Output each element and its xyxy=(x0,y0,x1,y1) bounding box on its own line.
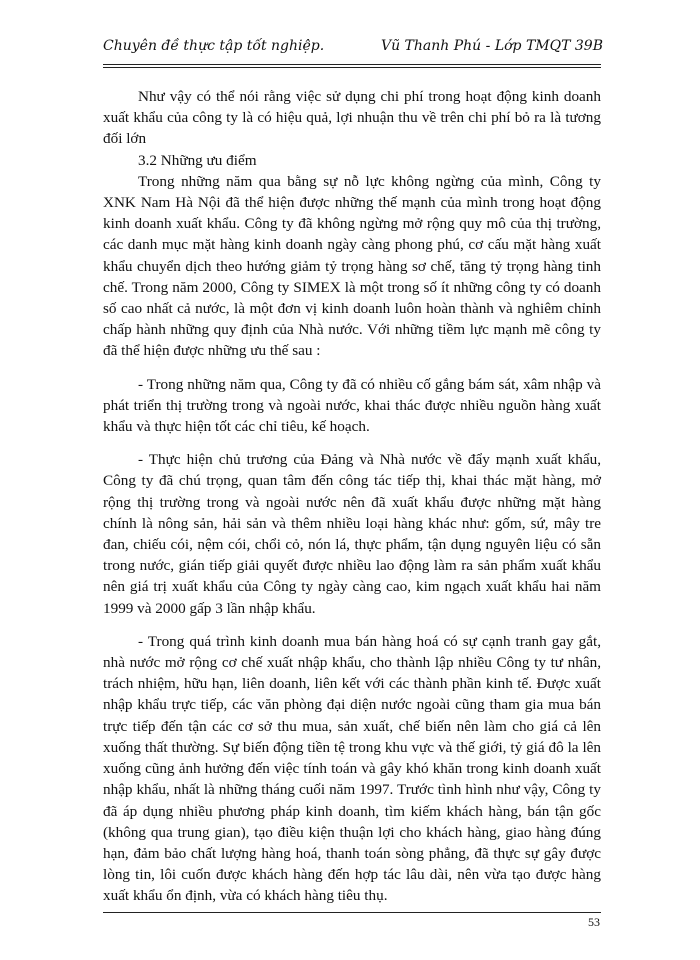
paragraph-intro: Trong những năm qua bằng sự nỗ lực không ngừng của mình, Công ty XNK Nam Hà Nội đã thể hiện được những thế mạnh của mình trong hoạt động kinh doanh xuất khẩu. Công ty đã không ngừng mở rộng quy mô của thị trường, các danh mục mặt hàng kinh doanh ngày càng phong phú, cơ cấu mặt hàng xuất khẩu chuyển dịch theo hướng giảm tỷ trọng hàng sơ chế, tăng tỷ trọng hàng tinh chế. Trong năm 2000, Công ty SIMEX là một trong số ít những công ty có doanh số cao nhất cả nước, là một đơn vị kinh doanh luôn hoàn thành và nghiêm chỉnh chấp hành những quy định của Nhà nước. Với những tiềm lực mạnh mẽ công ty đã thể hiện được những ưu thế sau : xyxy=(103,172,601,360)
paragraph-conclusion: Như vậy có thể nói rằng việc sử dụng chi phí trong hoạt động kinh doanh xuất khẩu của công ty là có hiệu quả, lợi nhuận thu về trên chi phí bỏ ra là tương đối lớn xyxy=(103,88,601,148)
header-divider xyxy=(103,64,601,65)
page-number: 53 xyxy=(588,915,600,929)
page-header xyxy=(103,38,603,62)
section-heading: 3.2 Những ưu điểm xyxy=(138,151,257,169)
header-divider-double xyxy=(103,67,601,68)
bullet-paragraph-competition: - Trong quá trình kinh doanh mua bán hàng hoá có sự cạnh tranh gay gắt, nhà nước mở rộng cơ chế xuất nhập khẩu, cho thành lập nhiều Công ty tư nhân, trách nhiệm, hữu hạn, liên doanh, liên kết với các thành phần kinh tế. Được xuất nhập khẩu trực tiếp, các văn phòng đại diện nước ngoài cũng tham gia mua bán trực tiếp đến tận các cơ sở thu mua, sản xuất, chế biến nên làm cho giá cả lên xuống thất thường. Sự biến động tiền tệ trong khu vực và thế giới, tỷ giá đô la lên xuống cũng ảnh hưởng đến việc tính toán và gây khó khăn trong kinh doanh xuất nhập khẩu, nhất là những tháng cuối năm 1997. Trước tình hình như vậy, Công ty đã áp dụng nhiều phương pháp kinh doanh, tìm kiếm khách hàng, bán tận gốc (không qua trung gian), tạo điều kiện thuận lợi cho khách hàng, giao hàng đúng hạn, đảm bảo chất lượng hàng hoá, thanh toán sòng phẳng, đã thực sự gây được lòng tin, lôi cuốn được khách hàng đến hợp tác lâu dài, nên vừa tạo được hàng xuất khẩu ổn định, vừa có khách hàng tiêu thụ. xyxy=(103,632,601,905)
header-document-title: Chuyên đề thực tập tốt nghiệp. xyxy=(103,38,325,54)
document-body xyxy=(103,86,601,907)
header-author-class: Vũ Thanh Phú - Lớp TMQT 39B xyxy=(380,38,603,54)
bullet-paragraph-market: - Trong những năm qua, Công ty đã có nhiều cố gắng bám sát, xâm nhập và phát triển thị trường trong và ngoài nước, khai thác được nhiều nguồn hàng xuất khẩu và thực hiện tốt các chỉ tiêu, kế hoạch. xyxy=(103,375,601,436)
footer-divider xyxy=(103,912,601,913)
bullet-paragraph-policy: - Thực hiện chủ trương của Đảng và Nhà nước về đẩy mạnh xuất khẩu, Công ty đã chú trọng, quan tâm đến công tác tiếp thị, khai thác mặt hàng, mở rộng thị trường trong và ngoài nước nên đã xuất khẩu được những mặt hàng chính là nông sản, hải sản và thêm nhiều loại hàng khác như: gốm, sứ, mây tre đan, chiếu cói, nệm cói, chổi cỏ, nón lá, thực phẩm, tận dụng nguyên liệu có sẵn trong nước, gián tiếp giải quyết được nhiều lao động làm ra sản phẩm xuất khẩu nên giá trị xuất khẩu của Công ty ngày càng cao, kim ngạch xuất khẩu hai năm 1999 và 2000 gấp 3 lần nhập khẩu. xyxy=(103,451,601,617)
